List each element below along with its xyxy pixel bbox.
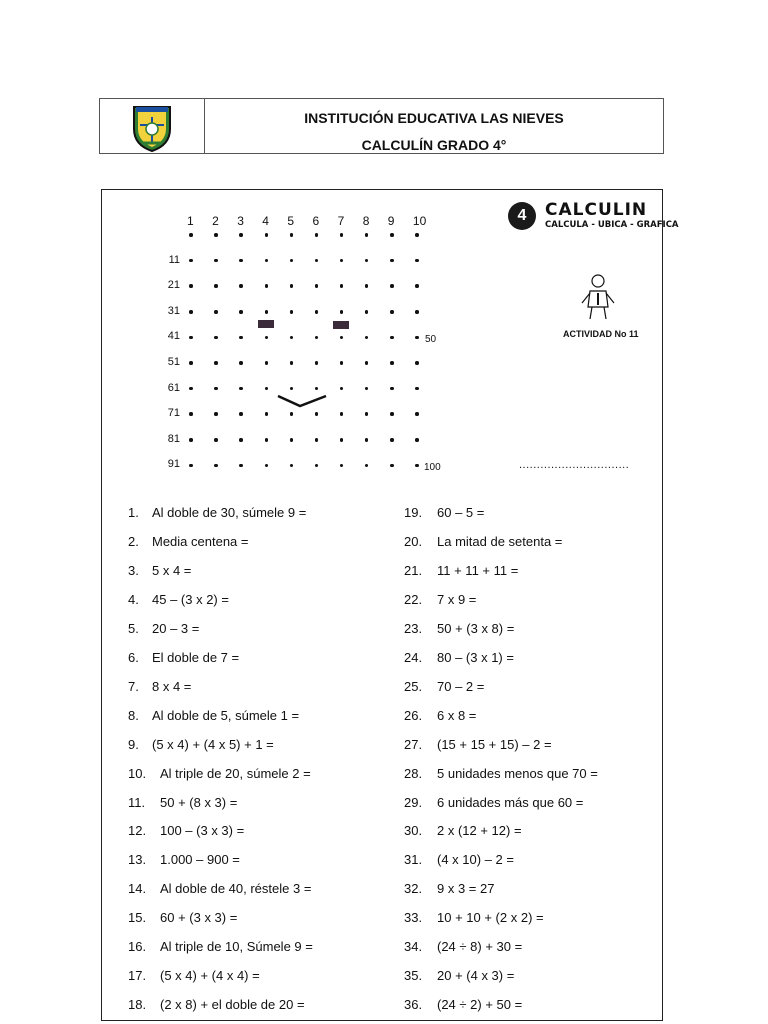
question-text: 7 x 9 = xyxy=(437,591,477,607)
grid-dot xyxy=(365,310,369,314)
grid-dot xyxy=(315,361,319,365)
question-text: 5 x 4 = xyxy=(152,562,192,578)
grid-column-label: 8 xyxy=(362,214,370,228)
grid-dot xyxy=(265,310,269,314)
activity-label: ACTIVIDAD No 11 xyxy=(563,329,639,339)
question-text: 70 – 2 = xyxy=(437,678,485,694)
grid-dot xyxy=(415,233,419,237)
question-number: 9. xyxy=(128,736,139,752)
grid-dot xyxy=(239,233,243,237)
grid-dot xyxy=(189,284,193,288)
grid-dot xyxy=(214,464,218,468)
question-text: 100 – (3 x 3) = xyxy=(160,823,245,839)
smile-drawing xyxy=(270,390,340,414)
question-number: 22. xyxy=(404,591,423,607)
question-text: 45 – (3 x 2) = xyxy=(152,591,229,607)
grid-dot xyxy=(340,233,344,237)
question-number: 33. xyxy=(404,910,423,926)
question-text: (24 ÷ 2) + 50 = xyxy=(437,997,523,1013)
grid-dot xyxy=(390,284,394,288)
question-number: 16. xyxy=(128,939,147,955)
grid-label-100: 100 xyxy=(424,462,441,473)
grid-dot xyxy=(390,310,394,314)
grid-row-label: 81 xyxy=(167,432,180,445)
question-number: 21. xyxy=(404,562,423,578)
grid-dot xyxy=(415,361,419,365)
question-text: (2 x 8) + el doble de 20 = xyxy=(160,997,305,1013)
question-text: Al doble de 5, súmele 1 = xyxy=(152,707,300,723)
grid-dot xyxy=(189,387,193,391)
grid-dot xyxy=(290,438,294,442)
question-text: 10 + 10 + (2 x 2) = xyxy=(437,910,544,926)
question-text: 6 unidades más que 60 = xyxy=(437,794,584,810)
grid-dot xyxy=(390,387,394,391)
grid-dot xyxy=(265,233,269,237)
brand-subtitle: CALCULA - UBICA - GRAFICA xyxy=(545,220,679,230)
question-number: 3. xyxy=(128,562,139,578)
grid-dot xyxy=(189,233,193,237)
grid-column-label: 5 xyxy=(287,214,295,228)
grid-dot xyxy=(189,412,193,416)
grid-dot xyxy=(214,233,218,237)
question-text: Media centena = xyxy=(152,533,249,549)
question-number: 26. xyxy=(404,707,423,723)
grid-dot xyxy=(415,310,419,314)
brand-title: CALCULIN xyxy=(545,200,648,220)
question-text: 8 x 4 = xyxy=(152,678,192,694)
question-number: 30. xyxy=(404,823,423,839)
grid-dot xyxy=(290,284,294,288)
grid-dot xyxy=(340,361,344,365)
question-number: 17. xyxy=(128,968,147,984)
question-number: 28. xyxy=(404,765,423,781)
grid-dot xyxy=(290,310,294,314)
cartoon-character-icon xyxy=(578,273,618,321)
grid-dot xyxy=(290,361,294,365)
eye-left-mark xyxy=(258,320,274,328)
question-number: 18. xyxy=(128,997,147,1013)
question-text: 50 + (3 x 8) = xyxy=(437,620,515,636)
question-text: Al doble de 30, súmele 9 = xyxy=(152,505,307,520)
grid-dot xyxy=(214,412,218,416)
eye-right-mark xyxy=(333,321,349,329)
grid-dot xyxy=(239,336,243,340)
grid-dot xyxy=(189,361,193,365)
grid-dot xyxy=(214,361,218,365)
question-text: (5 x 4) + (4 x 5) + 1 = xyxy=(152,736,274,752)
grid-dot xyxy=(265,438,269,442)
question-number: 13. xyxy=(128,852,147,868)
grid-dot xyxy=(390,361,394,365)
grid-dot xyxy=(214,310,218,314)
grid-dot xyxy=(390,464,394,468)
grid-dot xyxy=(239,284,243,288)
grid-dot xyxy=(239,464,243,468)
question-number: 34. xyxy=(404,939,423,955)
question-number: 15. xyxy=(128,910,147,926)
grid-dot xyxy=(239,361,243,365)
header-text xyxy=(205,99,663,153)
question-number: 7. xyxy=(128,678,139,694)
question-number: 36. xyxy=(404,997,423,1013)
grid-row-label: 91 xyxy=(167,458,180,471)
question-number: 11. xyxy=(128,794,146,810)
question-text: 11 + 11 + 11 = xyxy=(437,562,519,578)
question-number: 29. xyxy=(404,794,423,810)
answer-line: ............................... xyxy=(519,459,630,471)
grid-dot xyxy=(315,310,319,314)
question-number: 27. xyxy=(404,736,423,752)
grid-column-label: 2 xyxy=(212,214,219,228)
question-number: 10. xyxy=(128,765,147,781)
grid-column-label: 7 xyxy=(337,214,345,228)
grid-row-label: 21 xyxy=(167,279,180,292)
question-number: 20. xyxy=(404,533,423,549)
question-number: 25. xyxy=(404,678,423,694)
question-text: 80 – (3 x 1) = xyxy=(437,649,514,665)
grid-dot xyxy=(390,233,394,237)
grade-title: CALCULÍN GRADO 4° xyxy=(361,137,507,153)
grade-number-badge: 4 xyxy=(508,202,536,230)
question-number: 14. xyxy=(128,881,147,897)
grid-row-label: 71 xyxy=(167,407,180,420)
question-text: (24 ÷ 8) + 30 = xyxy=(437,939,523,955)
grid-row-label: 61 xyxy=(167,381,180,394)
question-text: 9 x 3 = 27 xyxy=(437,881,495,897)
question-number: 35. xyxy=(404,968,423,984)
question-number: 2. xyxy=(128,533,139,549)
grid-dot xyxy=(390,336,394,340)
question-text: (15 + 15 + 15) – 2 = xyxy=(437,736,552,752)
grid-dot xyxy=(265,284,269,288)
school-logo-cell xyxy=(100,99,205,153)
question-text: 60 – 5 = xyxy=(437,505,485,520)
grid-dot xyxy=(189,438,193,442)
grid-dot xyxy=(340,310,344,314)
grid-dot xyxy=(214,284,218,288)
grid-column-label: 6 xyxy=(312,214,320,228)
grid-dot xyxy=(390,259,394,263)
grid-dot xyxy=(365,438,369,442)
question-text: 5 unidades menos que 70 = xyxy=(437,765,598,781)
grid-dot xyxy=(189,464,193,468)
institution-name: INSTITUCIÓN EDUCATIVA LAS NIEVES xyxy=(304,110,564,126)
grid-dot xyxy=(415,259,419,263)
question-text: (4 x 10) – 2 = xyxy=(437,852,514,868)
grid-dot xyxy=(415,336,419,340)
question-text: 50 + (8 x 3) = xyxy=(160,794,238,810)
question-text: 20 + (4 x 3) = xyxy=(437,968,515,984)
question-text: (5 x 4) + (4 x 4) = xyxy=(160,968,260,984)
grid-dot xyxy=(390,412,394,416)
grid-column-label: 3 xyxy=(237,214,244,228)
school-shield-logo xyxy=(100,99,204,153)
grid-dot xyxy=(265,361,269,365)
grid-dot xyxy=(239,438,243,442)
question-text: 20 – 3 = xyxy=(152,620,200,636)
question-number: 19. xyxy=(404,505,423,520)
question-text: 1.000 – 900 = xyxy=(160,852,240,868)
question-text: Al triple de 20, súmele 2 = xyxy=(160,765,311,781)
grid-dot xyxy=(189,310,193,314)
grid-dot xyxy=(415,284,419,288)
grid-dot xyxy=(415,387,419,391)
question-number: 23. xyxy=(404,620,423,636)
header-table xyxy=(99,98,664,154)
question-number: 24. xyxy=(404,649,423,665)
question-text: 60 + (3 x 3) = xyxy=(160,910,238,926)
grid-dot xyxy=(415,464,419,468)
grid-label-50: 50 xyxy=(425,334,437,345)
grid-dot xyxy=(214,336,218,340)
question-number: 1. xyxy=(128,505,139,520)
grid-column-label: 1 xyxy=(187,214,194,228)
grid-row-label: 31 xyxy=(167,304,180,317)
question-text: La mitad de setenta = xyxy=(437,533,563,549)
question-number: 12. xyxy=(128,823,147,839)
grid-dot xyxy=(214,438,218,442)
question-text: Al doble de 40, réstele 3 = xyxy=(160,881,312,897)
grid-dot xyxy=(189,259,193,263)
grid-dot xyxy=(290,233,294,237)
grid-dot xyxy=(315,233,319,237)
question-number: 8. xyxy=(128,707,139,723)
question-text: El doble de 7 = xyxy=(152,649,240,665)
grid-column-label: 10 xyxy=(412,214,427,228)
grid-dot xyxy=(265,412,269,416)
grid-dot xyxy=(390,438,394,442)
grid-row-label: 51 xyxy=(167,356,180,368)
grid-dot xyxy=(415,438,419,442)
question-number: 4. xyxy=(128,591,139,607)
grid-dot xyxy=(239,412,243,416)
grid-dot xyxy=(415,412,419,416)
question-number: 31. xyxy=(404,852,423,868)
question-number: 6. xyxy=(128,649,139,665)
question-number: 32. xyxy=(404,881,423,897)
question-text: 6 x 8 = xyxy=(437,707,477,723)
grid-dot xyxy=(189,336,193,340)
grid-column-label: 9 xyxy=(387,214,395,228)
grid-column-label: 4 xyxy=(262,214,269,228)
question-text: 2 x (12 + 12) = xyxy=(437,823,522,839)
question-text: Al triple de 10, Súmele 9 = xyxy=(160,939,313,955)
question-number: 5. xyxy=(128,620,139,636)
grid-dot xyxy=(239,310,243,314)
grid-row-label: 11 xyxy=(168,253,180,266)
grid-dot xyxy=(340,438,344,442)
grid-dot xyxy=(315,438,319,442)
grid-row-label: 41 xyxy=(167,330,180,343)
